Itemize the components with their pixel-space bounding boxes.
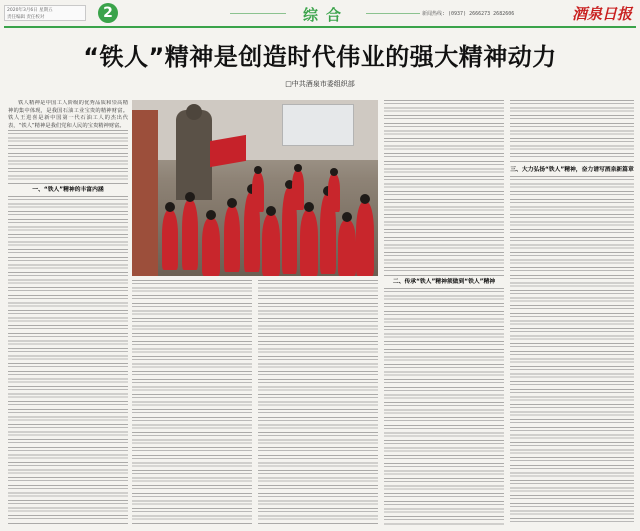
text-lines	[258, 280, 378, 525]
photo-window	[282, 104, 354, 146]
paragraph: 铁人精神是中国工人阶级的优秀品质和崇高精神的集中体现，是我国石油工业宝贵的精神财富。铁人王进喜是新中国第一代石油工人的杰出代表，“铁人”精神是我们党和人民的宝贵精神财富。	[8, 100, 128, 129]
red-flag	[210, 135, 246, 167]
article-photo	[132, 100, 378, 276]
text-lines	[384, 288, 504, 525]
text-lines	[510, 100, 634, 164]
text-lines	[8, 196, 128, 525]
section-heading: 二、传承“铁人”精神须做到“铁人”精神	[392, 279, 496, 285]
page-number-badge: 2	[98, 3, 118, 23]
text-column-3	[258, 280, 378, 525]
text-column-5	[510, 100, 634, 525]
news-hotline: 新闻热线: (0937) 2666273 2682606	[422, 11, 515, 17]
text-lines	[510, 176, 634, 525]
date-line: 2020年3月6日 星期五	[7, 8, 53, 13]
text-lines	[384, 100, 504, 276]
section-title: 综合	[286, 4, 366, 25]
statue-head	[186, 104, 202, 120]
text-lines	[8, 130, 128, 184]
paper-logo: 酒泉日报	[571, 5, 632, 23]
article-headline: “铁人”精神是创造时代伟业的强大精神动力	[83, 43, 557, 71]
text-column-1	[8, 100, 128, 525]
text-lines	[132, 280, 252, 525]
article-byline: □中共酒泉市委组织部	[285, 80, 355, 88]
section-heading: 一、“铁人”精神的丰富内涵	[32, 187, 104, 194]
text-column-2	[132, 280, 252, 525]
crowd-in-red	[132, 170, 378, 276]
editor-line: 责任编辑 责任校对	[7, 15, 45, 20]
masthead	[4, 3, 636, 25]
section-heading: 三、大力弘扬“铁人”精神，奋力谱写酒泉新篇章	[510, 167, 634, 173]
date-box	[4, 5, 86, 21]
masthead-rule	[4, 26, 636, 28]
text-column-4	[384, 100, 504, 525]
